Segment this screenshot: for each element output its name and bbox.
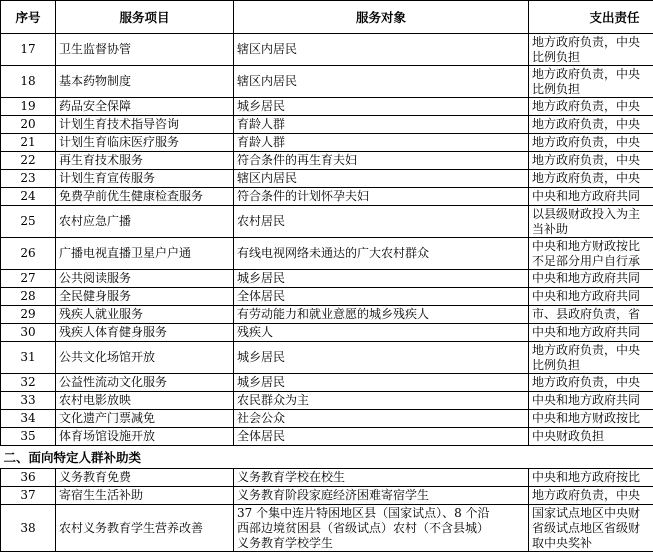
service-target: 有劳动能力和就业意愿的城乡残疾人 [234, 306, 529, 324]
row-number: 23 [1, 170, 56, 188]
responsibility-line: 地方政府负责，中央 [532, 117, 653, 132]
service-item: 免费孕前优生健康检查服务 [56, 188, 234, 206]
service-target: 残疾人 [234, 324, 529, 342]
table-row [1, 324, 653, 342]
table-row [1, 238, 653, 270]
service-target: 全体居民 [234, 288, 529, 306]
responsibility [529, 152, 653, 170]
row-number: 18 [1, 66, 56, 98]
service-target: 城乡居民 [234, 98, 529, 116]
table-row [1, 428, 653, 446]
responsibility-line: 中央和地方政府共同 [532, 325, 653, 340]
service-item: 公益性流动文化服务 [56, 374, 234, 392]
service-item: 公共文化场馆开放 [56, 342, 234, 374]
service-item: 文化遗产门票减免 [56, 410, 234, 428]
row-number: 25 [1, 206, 56, 238]
row-number: 35 [1, 428, 56, 446]
row-number: 26 [1, 238, 56, 270]
service-target: 全体居民 [234, 428, 529, 446]
responsibility-line: 当补助 [532, 222, 653, 237]
row-number: 38 [1, 505, 56, 552]
responsibility-line: 中央和地方政府共同 [532, 189, 653, 204]
table-row [1, 505, 653, 552]
responsibility [529, 487, 653, 505]
responsibility [529, 505, 653, 552]
row-number: 19 [1, 98, 56, 116]
service-item: 再生育技术服务 [56, 152, 234, 170]
table-row [1, 134, 653, 152]
table-row [1, 487, 653, 505]
service-item: 残疾人就业服务 [56, 306, 234, 324]
row-number: 20 [1, 116, 56, 134]
responsibility [529, 34, 653, 66]
service-target-line: 西部边境贫困县（省级试点）农村（不含县城） [237, 521, 525, 536]
responsibility-line: 比例负担 [532, 50, 653, 65]
responsibility-line: 地方政府负责，中央 [532, 35, 653, 50]
service-item: 公共阅读服务 [56, 270, 234, 288]
header-no: 序号 [1, 1, 56, 34]
responsibility [529, 134, 653, 152]
service-item: 卫生监督协管 [56, 34, 234, 66]
service-target: 农村居民 [234, 206, 529, 238]
row-number: 33 [1, 392, 56, 410]
service-target [234, 469, 529, 487]
responsibility [529, 116, 653, 134]
table-row [1, 188, 653, 206]
row-number: 22 [1, 152, 56, 170]
table-row [1, 469, 653, 487]
row-number: 34 [1, 410, 56, 428]
responsibility [529, 288, 653, 306]
responsibility-line: 地方政府负责，中央 [532, 67, 653, 82]
responsibility-line: 地方政府负责，中央 [532, 99, 653, 114]
responsibility [529, 410, 653, 428]
service-item: 计划生育宣传服务 [56, 170, 234, 188]
responsibility-line: 国家试点地区中央财 [532, 506, 653, 521]
section-row [1, 446, 653, 469]
service-target [234, 487, 529, 505]
service-target-line: 义务教育学校在校生 [237, 470, 525, 485]
service-target-line: 义务教育阶段家庭经济困难寄宿学生 [237, 488, 525, 503]
service-item: 农村义务教育学生营养改善 [56, 505, 234, 552]
responsibility [529, 238, 653, 270]
responsibility [529, 428, 653, 446]
table-row [1, 66, 653, 98]
responsibility-line: 地方政府负责，中央 [532, 171, 653, 186]
service-target: 社会公众 [234, 410, 529, 428]
service-item: 计划生育临床医疗服务 [56, 134, 234, 152]
service-target: 育龄人群 [234, 134, 529, 152]
responsibility [529, 392, 653, 410]
responsibility [529, 170, 653, 188]
table-row [1, 410, 653, 428]
responsibility-line: 取中央奖补 [532, 536, 653, 551]
responsibility-line: 不足部分用户自行承 [532, 254, 653, 269]
service-target-line: 37 个集中连片特困地区县（国家试点）、8 个沿 [237, 506, 525, 521]
table-row [1, 152, 653, 170]
service-item: 体育场馆设施开放 [56, 428, 234, 446]
service-target-line: 义务教育学校学生 [237, 536, 525, 551]
service-item: 义务教育免费 [56, 469, 234, 487]
responsibility-line: 中央和地方政府按比 [532, 470, 653, 485]
service-item: 计划生育技术指导咨询 [56, 116, 234, 134]
row-number: 21 [1, 134, 56, 152]
row-number: 29 [1, 306, 56, 324]
table-row [1, 374, 653, 392]
responsibility-line: 地方政府负责，中央 [532, 153, 653, 168]
header-row [1, 1, 653, 34]
service-target: 城乡居民 [234, 270, 529, 288]
responsibility-line: 中央和地方政府共同 [532, 289, 653, 304]
responsibility [529, 306, 653, 324]
header-responsibility: 支出责任 [529, 1, 653, 34]
responsibility [529, 374, 653, 392]
service-target: 有线电视网络未通达的广大农村群众 [234, 238, 529, 270]
table-row [1, 270, 653, 288]
responsibility-line: 比例负担 [532, 82, 653, 97]
responsibility-line: 市、县政府负责，省 [532, 307, 653, 322]
row-number: 30 [1, 324, 56, 342]
service-item: 全民健身服务 [56, 288, 234, 306]
service-item: 残疾人体育健身服务 [56, 324, 234, 342]
table-row [1, 34, 653, 66]
row-number: 24 [1, 188, 56, 206]
header-item: 服务项目 [56, 1, 234, 34]
responsibility [529, 206, 653, 238]
service-item: 寄宿生生活补助 [56, 487, 234, 505]
service-target: 辖区内居民 [234, 34, 529, 66]
responsibility [529, 342, 653, 374]
row-number: 17 [1, 34, 56, 66]
row-number: 28 [1, 288, 56, 306]
service-target: 城乡居民 [234, 374, 529, 392]
responsibility-line: 中央和地方政府共同 [532, 393, 653, 408]
service-item: 基本药物制度 [56, 66, 234, 98]
table-row [1, 206, 653, 238]
service-target: 符合条件的再生育夫妇 [234, 152, 529, 170]
responsibility-line: 中央和地方政府共同 [532, 271, 653, 286]
table-row [1, 392, 653, 410]
responsibility [529, 66, 653, 98]
table-row [1, 342, 653, 374]
service-target: 辖区内居民 [234, 170, 529, 188]
responsibility [529, 98, 653, 116]
responsibility [529, 324, 653, 342]
row-number: 31 [1, 342, 56, 374]
service-target: 育龄人群 [234, 116, 529, 134]
service-item: 广播电视直播卫星户户通 [56, 238, 234, 270]
table-row [1, 98, 653, 116]
responsibility-line: 以县级财政投入为主 [532, 207, 653, 222]
responsibility-line: 中央和地方财政按比 [532, 411, 653, 426]
responsibility-line: 地方政府负责，中央 [532, 343, 653, 358]
service-item: 农村应急广播 [56, 206, 234, 238]
service-target [234, 505, 529, 552]
table-row [1, 288, 653, 306]
table-row [1, 116, 653, 134]
header-target: 服务对象 [234, 1, 529, 34]
responsibility-line: 中央和地方财政按比 [532, 239, 653, 254]
service-target: 符合条件的计划怀孕夫妇 [234, 188, 529, 206]
service-target: 农民群众为主 [234, 392, 529, 410]
section-title: 二、面向特定人群补助类 [1, 446, 653, 469]
responsibility [529, 469, 653, 487]
table-row [1, 170, 653, 188]
responsibility-line: 比例负担 [532, 358, 653, 373]
responsibility-line: 中央财政负担 [532, 429, 653, 444]
service-target: 城乡居民 [234, 342, 529, 374]
row-number: 36 [1, 469, 56, 487]
service-item: 药品安全保障 [56, 98, 234, 116]
responsibility-line: 省级试点地区省级财 [532, 521, 653, 536]
table-row [1, 306, 653, 324]
responsibility-line: 地方政府负责，中央 [532, 135, 653, 150]
responsibility-line: 地方政府负责，中央 [532, 488, 653, 503]
service-target: 辖区内居民 [234, 66, 529, 98]
responsibility-line: 地方政府负责，中央 [532, 375, 653, 390]
service-item: 农村电影放映 [56, 392, 234, 410]
responsibility [529, 188, 653, 206]
row-number: 32 [1, 374, 56, 392]
responsibility [529, 270, 653, 288]
row-number: 27 [1, 270, 56, 288]
row-number: 37 [1, 487, 56, 505]
